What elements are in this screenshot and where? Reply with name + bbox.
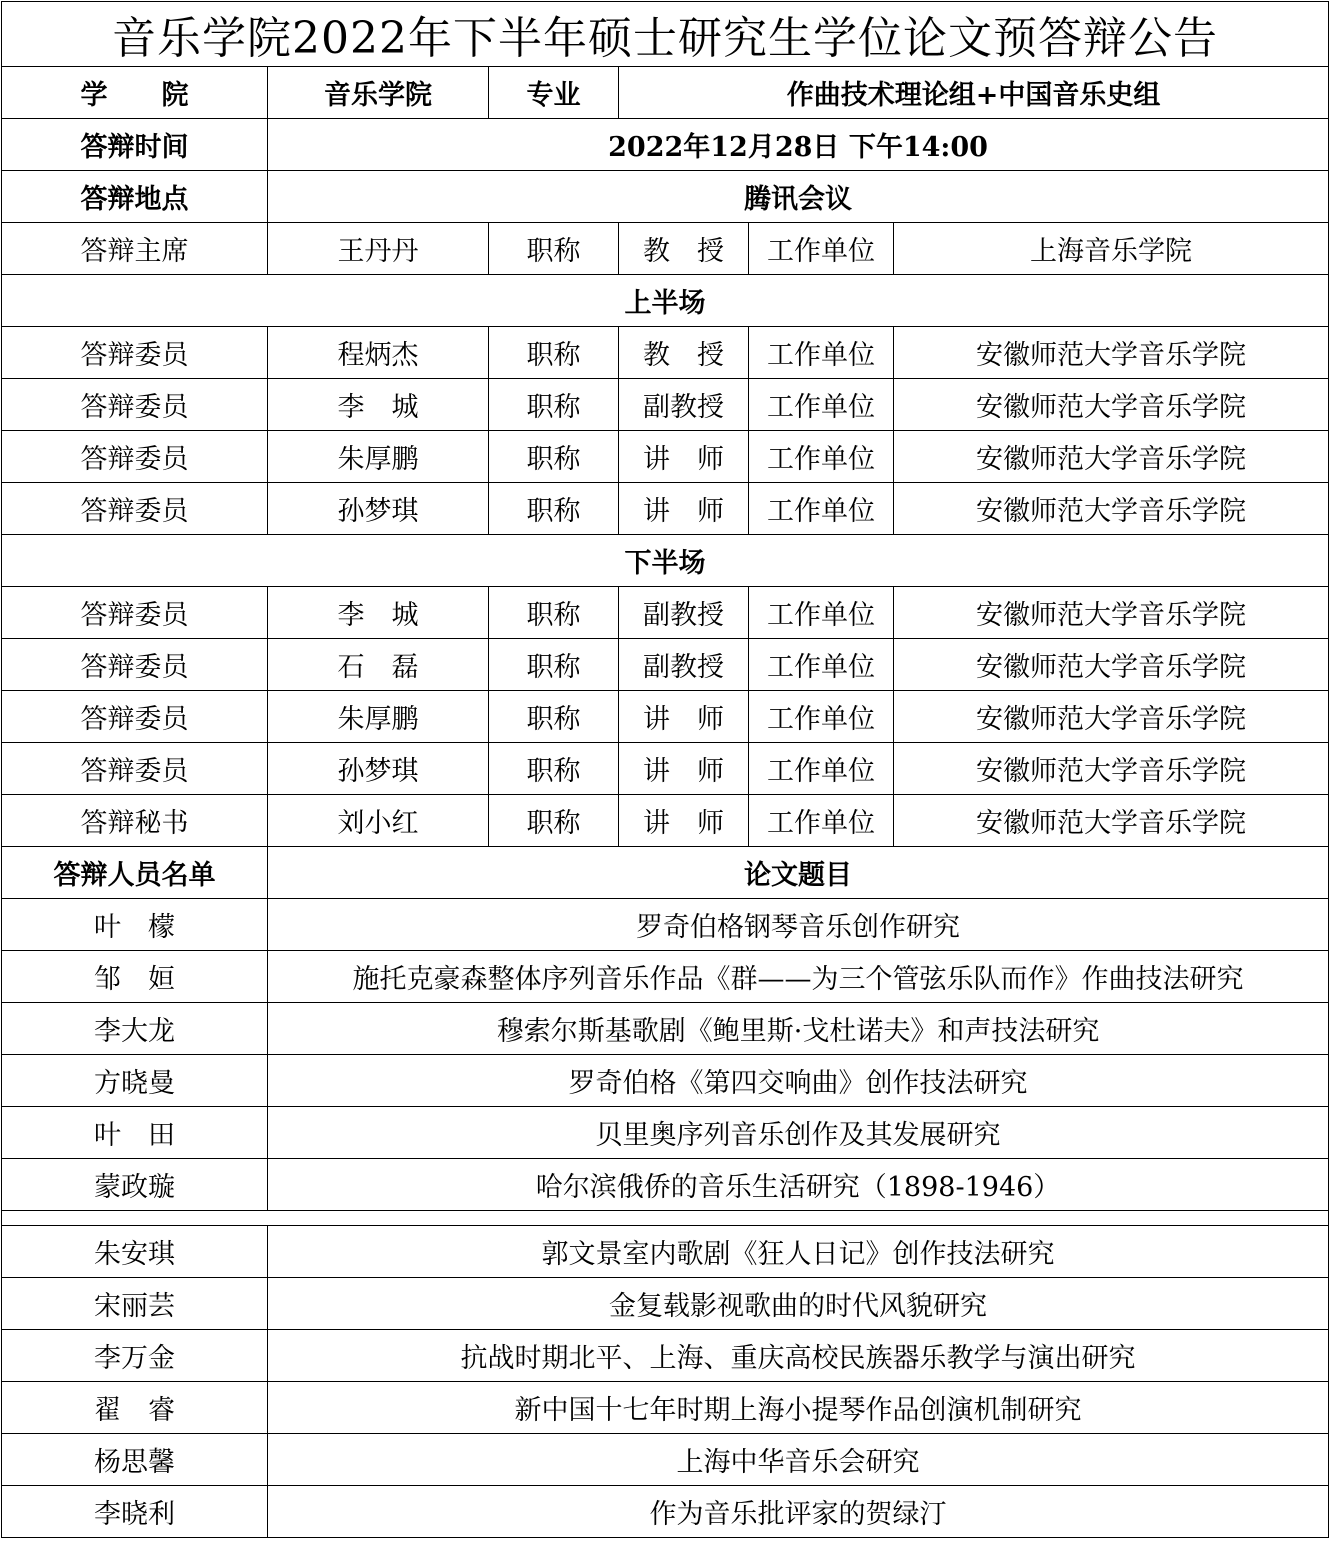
major-value: 作曲技术理论组+中国音乐史组 [619,67,1329,119]
committee-member-row [2,691,1329,743]
member-name: 孙梦琪 [268,483,489,535]
place-value: 腾讯会议 [268,171,1329,223]
thesis-title: 作为音乐批评家的贺绿汀 [268,1486,1329,1538]
student-name: 蒙政璇 [2,1159,268,1211]
title-row [2,2,1329,67]
chair-name: 王丹丹 [268,223,489,275]
chair-unit-label: 工作单位 [749,223,894,275]
college-row [2,67,1329,119]
student-name: 朱安琪 [2,1226,268,1278]
student-name: 李万金 [2,1330,268,1382]
group-separator [2,1211,1329,1226]
committee-member-row [2,327,1329,379]
member-role: 答辩委员 [2,587,268,639]
thesis-title: 罗奇伯格钢琴音乐创作研究 [268,899,1329,951]
place-row [2,171,1329,223]
time-row [2,119,1329,171]
thesis-title: 新中国十七年时期上海小提琴作品创演机制研究 [268,1382,1329,1434]
student-name: 叶 田 [2,1107,268,1159]
college-value: 音乐学院 [268,67,489,119]
member-unit-label: 工作单位 [749,431,894,483]
member-name: 李 城 [268,587,489,639]
member-title-label: 职称 [489,327,619,379]
chair-row [2,223,1329,275]
thesis-title: 哈尔滨俄侨的音乐生活研究（1898-1946） [268,1159,1329,1211]
member-unit-label: 工作单位 [749,795,894,847]
member-unit: 安徽师范大学音乐学院 [894,327,1329,379]
group-separator-row [2,1211,1329,1226]
student-row [2,1003,1329,1055]
member-title: 副教授 [619,379,749,431]
student-row [2,899,1329,951]
member-title-label: 职称 [489,587,619,639]
member-title: 讲 师 [619,743,749,795]
member-role: 答辩委员 [2,379,268,431]
thesis-title: 罗奇伯格《第四交响曲》创作技法研究 [268,1055,1329,1107]
student-row [2,1159,1329,1211]
student-name: 李大龙 [2,1003,268,1055]
member-role: 答辩委员 [2,743,268,795]
student-name: 杨思馨 [2,1434,268,1486]
student-row [2,1330,1329,1382]
student-name: 李晓利 [2,1486,268,1538]
student-row [2,1278,1329,1330]
second-half-heading-row [2,535,1329,587]
college-label: 学 院 [2,67,268,119]
first-half-heading: 上半场 [2,275,1329,327]
announcement-table [1,1,1329,1538]
students-header-row [2,847,1329,899]
time-value: 2022年12月28日 下午14:00 [268,119,1329,171]
member-unit: 安徽师范大学音乐学院 [894,431,1329,483]
thesis-title: 郭文景室内歌剧《狂人日记》创作技法研究 [268,1226,1329,1278]
member-unit: 安徽师范大学音乐学院 [894,743,1329,795]
member-title-label: 职称 [489,379,619,431]
student-row [2,951,1329,1003]
member-title: 教 授 [619,327,749,379]
member-title: 副教授 [619,639,749,691]
member-name: 刘小红 [268,795,489,847]
member-unit-label: 工作单位 [749,327,894,379]
member-unit-label: 工作单位 [749,639,894,691]
member-title: 讲 师 [619,795,749,847]
member-role: 答辩委员 [2,431,268,483]
member-role: 答辩委员 [2,639,268,691]
member-name: 程炳杰 [268,327,489,379]
committee-member-row [2,431,1329,483]
student-name: 宋丽芸 [2,1278,268,1330]
student-row [2,1055,1329,1107]
committee-member-row [2,743,1329,795]
students-header-thesis: 论文题目 [268,847,1329,899]
member-title-label: 职称 [489,431,619,483]
thesis-title: 贝里奥序列音乐创作及其发展研究 [268,1107,1329,1159]
student-row [2,1107,1329,1159]
member-role: 答辩委员 [2,327,268,379]
member-unit-label: 工作单位 [749,743,894,795]
member-name: 朱厚鹏 [268,691,489,743]
member-title-label: 职称 [489,483,619,535]
committee-member-row [2,379,1329,431]
student-row [2,1226,1329,1278]
member-title-label: 职称 [489,743,619,795]
chair-title: 教 授 [619,223,749,275]
member-unit: 安徽师范大学音乐学院 [894,691,1329,743]
student-row [2,1434,1329,1486]
member-unit-label: 工作单位 [749,587,894,639]
member-title: 副教授 [619,587,749,639]
member-title: 讲 师 [619,691,749,743]
committee-member-row [2,587,1329,639]
member-title-label: 职称 [489,691,619,743]
second-half-heading: 下半场 [2,535,1329,587]
thesis-title: 穆索尔斯基歌剧《鲍里斯·戈杜诺夫》和声技法研究 [268,1003,1329,1055]
member-role: 答辩委员 [2,483,268,535]
students-header-name: 答辩人员名单 [2,847,268,899]
member-unit: 安徽师范大学音乐学院 [894,483,1329,535]
member-title-label: 职称 [489,795,619,847]
page-title: 音乐学院2022年下半年硕士研究生学位论文预答辩公告 [2,2,1329,67]
member-name: 石 磊 [268,639,489,691]
thesis-title: 施托克豪森整体序列音乐作品《群——为三个管弦乐队而作》作曲技法研究 [268,951,1329,1003]
thesis-title: 抗战时期北平、上海、重庆高校民族器乐教学与演出研究 [268,1330,1329,1382]
time-label: 答辩时间 [2,119,268,171]
member-unit-label: 工作单位 [749,379,894,431]
member-unit: 安徽师范大学音乐学院 [894,587,1329,639]
member-unit: 安徽师范大学音乐学院 [894,639,1329,691]
student-name: 翟 睿 [2,1382,268,1434]
member-name: 李 城 [268,379,489,431]
committee-member-row [2,483,1329,535]
member-role: 答辩秘书 [2,795,268,847]
committee-member-row [2,639,1329,691]
student-name: 方晓曼 [2,1055,268,1107]
member-title: 讲 师 [619,431,749,483]
member-unit: 安徽师范大学音乐学院 [894,379,1329,431]
member-unit: 安徽师范大学音乐学院 [894,795,1329,847]
committee-member-row [2,795,1329,847]
student-row [2,1382,1329,1434]
student-name: 邹 姮 [2,951,268,1003]
member-unit-label: 工作单位 [749,691,894,743]
major-label: 专业 [489,67,619,119]
thesis-title: 上海中华音乐会研究 [268,1434,1329,1486]
place-label: 答辩地点 [2,171,268,223]
member-name: 孙梦琪 [268,743,489,795]
thesis-title: 金复载影视歌曲的时代风貌研究 [268,1278,1329,1330]
member-title-label: 职称 [489,639,619,691]
member-title: 讲 师 [619,483,749,535]
chair-role: 答辩主席 [2,223,268,275]
member-role: 答辩委员 [2,691,268,743]
chair-title-label: 职称 [489,223,619,275]
student-row [2,1486,1329,1538]
member-name: 朱厚鹏 [268,431,489,483]
first-half-heading-row [2,275,1329,327]
member-unit-label: 工作单位 [749,483,894,535]
chair-unit: 上海音乐学院 [894,223,1329,275]
student-name: 叶 檬 [2,899,268,951]
